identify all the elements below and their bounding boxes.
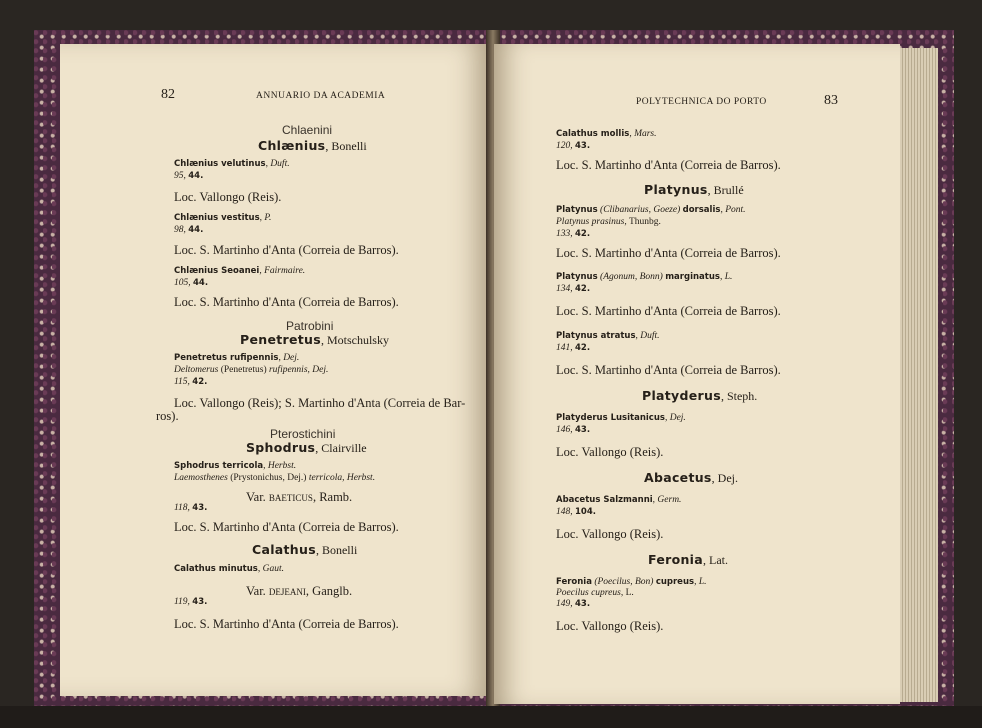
reference-line: 115, 42. (174, 377, 208, 387)
reference-line: 149, 43. (556, 599, 591, 609)
genus-heading: Abacetus, Dej. (644, 470, 738, 485)
locality-line: Loc. Vallongo (Reis); S. Martinho d'Anta (Correia de Bar- (174, 396, 466, 410)
species-line: Platyderus Lusitanicus, Dej. (556, 413, 686, 423)
species-line: Platynus (Agonum, Bonn) marginatus, L. (556, 272, 733, 282)
reference-line: 95, 44. (174, 171, 204, 181)
species-line: Calathus mollis, Mars. (556, 129, 657, 139)
locality-line: Loc. S. Martinho d'Anta (Correia de Barros). (174, 295, 399, 309)
locality-line: Loc. Vallongo (Reis). (174, 190, 282, 204)
reference-line: 119, 43. (174, 597, 208, 607)
species-line: Sphodrus terricola, Herbst. (174, 461, 297, 471)
tribe-heading: Pterostichini (270, 427, 336, 441)
left-page (60, 44, 490, 696)
species-line: Platynus atratus, Duft. (556, 331, 660, 341)
reference-line: 120, 43. (556, 141, 591, 151)
species-line: Chlænius velutinus, Duft. (174, 159, 290, 169)
reference-line: 105, 44. (174, 278, 209, 288)
variety-line: Var. dejeani, Ganglb. (246, 584, 353, 598)
species-line: Calathus minutus, Gaut. (174, 564, 284, 574)
reference-line: 146, 43. (556, 425, 591, 435)
genus-heading: Feronia, Lat. (648, 552, 728, 567)
genus-heading: Platynus, Brullé (644, 182, 744, 197)
species-line: Platynus (Clibanarius, Goeze) dorsalis, Pont. (556, 205, 746, 215)
locality-line: Loc. S. Martinho d'Anta (Correia de Barros). (174, 520, 399, 534)
page-edges (900, 48, 938, 702)
species-line: Abacetus Salzmanni, Germ. (556, 495, 682, 505)
genus-heading: Calathus, Bonelli (252, 542, 358, 557)
reference-line: 98, 44. (174, 225, 204, 235)
reference-line: 134, 42. (556, 284, 591, 294)
locality-line: ros). (156, 409, 179, 423)
locality-line: Loc. Vallongo (Reis). (556, 619, 664, 633)
genus-heading: Sphodrus, Clairville (246, 440, 367, 455)
synonym-line: Laemosthenes (Prystonichus, Dej.) terricola, Herbst. (174, 473, 376, 483)
synonym-line: Deltomerus (Penetretus) rufipennis, Dej. (174, 365, 329, 375)
tribe-heading: Chlaenini (282, 123, 333, 137)
page-number: 83 (824, 93, 838, 108)
locality-line: Loc. Vallongo (Reis). (556, 445, 664, 459)
right-page (494, 44, 900, 704)
reference-line: 118, 43. (174, 503, 208, 513)
synonym-line: Platynus prasinus, Thunbg. (556, 217, 661, 227)
reference-line: 148, 104. (556, 507, 596, 517)
table-surface (0, 706, 982, 728)
locality-line: Loc. S. Martinho d'Anta (Correia de Barros). (556, 304, 781, 318)
genus-heading: Penetretus, Motschulsky (240, 332, 389, 347)
locality-line: Loc. Vallongo (Reis). (556, 527, 664, 541)
running-head: POLYTECHNICA DO PORTO (636, 97, 767, 107)
locality-line: Loc. S. Martinho d'Anta (Correia de Barros). (556, 246, 781, 260)
running-head: ANNUARIO DA ACADEMIA (256, 91, 386, 101)
page-number: 82 (161, 87, 175, 102)
locality-line: Loc. S. Martinho d'Anta (Correia de Barros). (556, 363, 781, 377)
species-line: Feronia (Poecilus, Bon) cupreus, L. (556, 577, 707, 587)
reference-line: 141, 42. (556, 343, 591, 353)
locality-line: Loc. S. Martinho d'Anta (Correia de Barros). (174, 243, 399, 257)
variety-line: Var. baeticus, Ramb. (246, 490, 353, 504)
genus-heading: Platyderus, Steph. (642, 388, 758, 403)
locality-line: Loc. S. Martinho d'Anta (Correia de Barros). (174, 617, 399, 631)
reference-line: 133, 42. (556, 229, 591, 239)
tribe-heading: Patrobini (286, 319, 334, 333)
locality-line: Loc. S. Martinho d'Anta (Correia de Barros). (556, 158, 781, 172)
species-line: Chlænius Seoanei, Fairmaire. (174, 266, 306, 276)
species-line: Penetretus rufipennis, Dej. (174, 353, 300, 363)
synonym-line: Poecilus cupreus, L. (556, 588, 634, 598)
species-line: Chlænius vestitus, P. (174, 213, 272, 223)
genus-heading: Chlænius, Bonelli (258, 138, 367, 153)
